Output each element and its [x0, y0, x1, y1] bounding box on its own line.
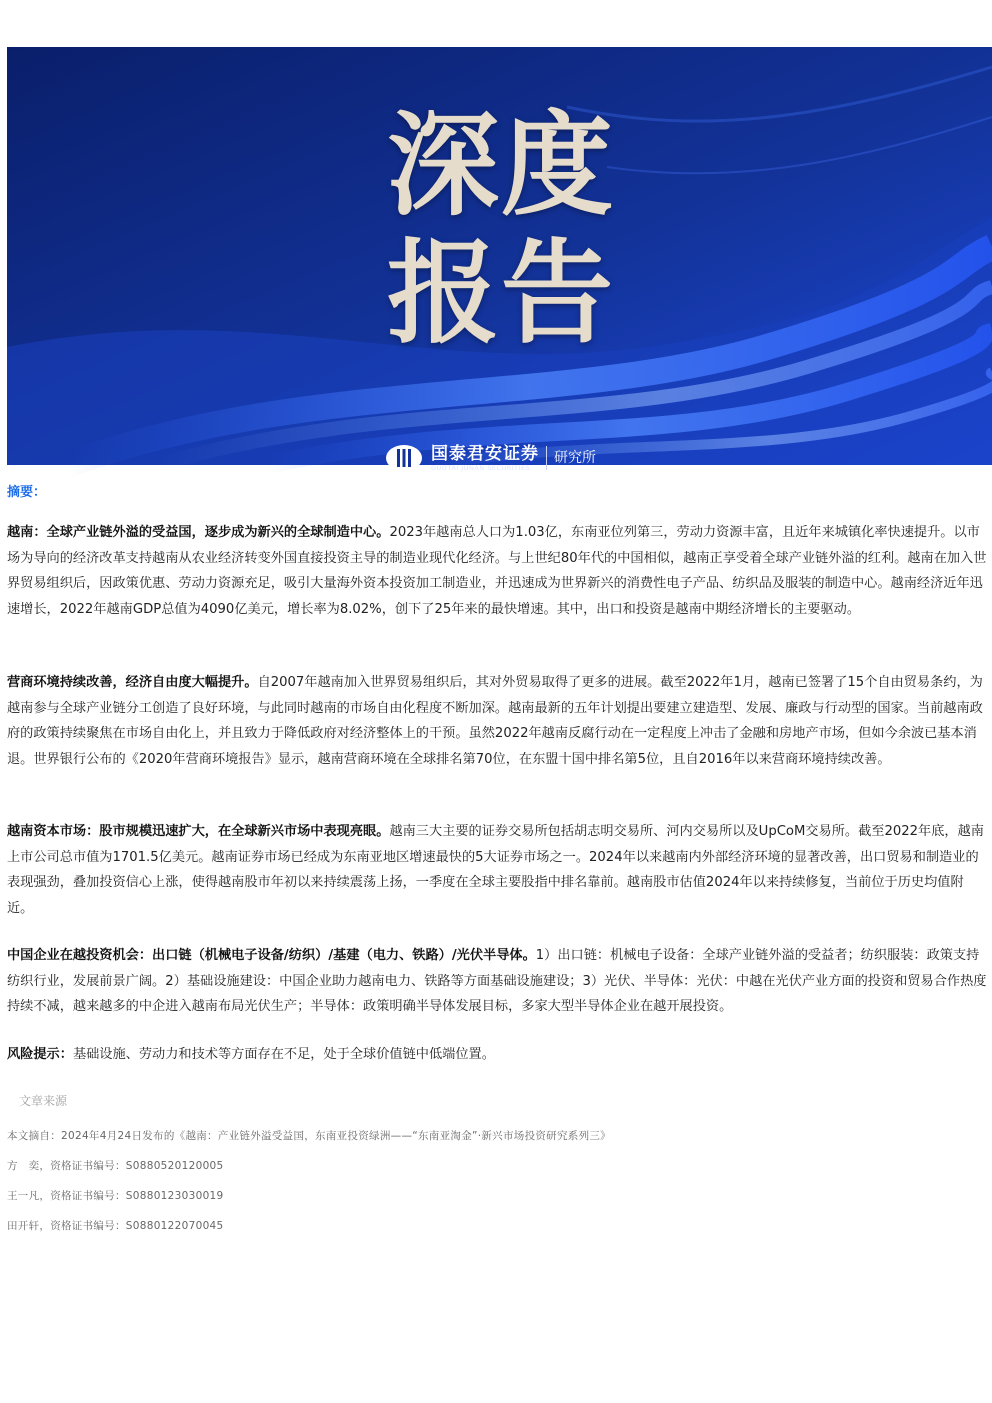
section-lead: 越南资本市场：股市规模迅速扩大，在全球新兴市场中表现亮眼。 [7, 824, 390, 839]
section-business-environment [7, 670, 987, 772]
source-heading: 文章来源 [19, 1094, 68, 1108]
source-citation: 本文摘自：2024年4月24日发布的《越南：产业链外溢受益国，东南亚投资绿洲——“东南亚淘金”·新兴市场投资研究系列三》 [7, 1130, 611, 1142]
banner-title [387, 102, 627, 358]
logo-emblem-icon [385, 444, 423, 472]
analyst-credential: 王一凡，资格证书编号：S0880123030019 [7, 1190, 224, 1202]
section-body: 自2007年越南加入世界贸易组织后，其对外贸易取得了更多的进展。截至2022年1月，越南已签署了15个自由贸易条约，为越南参与全球产业链分工创造了良好环境，与此同时越南的市场自由化程度不断加深。越南最新的五年计划提出要建立建造型、发展、廉政与行动型的国家。当前越南政府的政策持续聚焦在市场自由化上，并且致力于降低政府对经济整体上的干预。虽然2022年越南反腐行动在一定程度上冲击了金融和房地产市场，但如今余波已基本消退。世界银行公布的《2020年营商环境报告》显示，越南营商环境在全球排名第70位，在东盟十国中排名第5位，且自2016年以来营商环境持续改善。 [7, 675, 983, 767]
logo-chinese-name: 国泰君安证券 [431, 444, 539, 464]
section-lead: 中国企业在越投资机会：出口链（机械电子设备/纺织）/基建（电力、铁路）/光伏半导体。 [7, 948, 536, 963]
section-lead: 营商环境持续改善，经济自由度大幅提升。 [7, 675, 258, 690]
section-body: 2023年越南总人口为1.03亿，东南亚位列第三，劳动力资源丰富，且近年来城镇化率快速提升。以市场为导向的经济改革支持越南从农业经济转变外国直接投资主导的制造业现代化经济。与上世纪80年代的中国相似，越南正享受着全球产业链外溢的红利。越南在加入世界贸易组织后，因政策优惠、劳动力资源充足，吸引大量海外资本投资加工制造业，并迅速成为世界新兴的消费性电子产品、纺织品及服装的制造中心。越南经济近年迅速增长，2022年越南GDP总值为4090亿美元，增长率为8.02%，创下了25年来的最快增速。其中，出口和投资是越南中期经济增长的主要驱动。 [7, 525, 987, 617]
analyst-credential: 方 奕，资格证书编号：S0880520120005 [7, 1160, 224, 1172]
section-capital-market [7, 819, 987, 921]
banner-title-line1: 深度 [387, 100, 615, 231]
section-body: 基础设施、劳动力和技术等方面存在不足，处于全球价值链中低端位置。 [72, 1047, 495, 1062]
section-body: 1）出口链：机械电子设备：全球产业链外溢的受益者；纺织服装：政策支持纺织行业，发展前景广阔。2）基础设施建设：中国企业助力越南电力、铁路等方面基础设施建设；3）光伏、半导体：光伏：中越在光伏产业方面的投资和贸易合作热度持续不减，越来越多的中企进入越南布局光伏生产；半导体：政策明确半导体发展目标，多家大型半导体企业在越开展投资。 [7, 948, 987, 1015]
logo-divider [546, 446, 547, 470]
logo-english-name: GUOTAI JUNAN SECURITIES [431, 464, 531, 472]
cover-banner [7, 47, 992, 472]
section-investment-opportunities [7, 943, 987, 1020]
abstract-heading: 摘要： [7, 485, 47, 500]
section-vietnam-overview [7, 520, 987, 622]
analyst-credential: 田开轩，资格证书编号：S0880122070045 [7, 1220, 224, 1232]
section-lead: 越南：全球产业链外溢的受益国，逐步成为新兴的全球制造中心。 [7, 525, 390, 540]
section-risk-warning [7, 1042, 987, 1068]
section-body: 越南三大主要的证券交易所包括胡志明交易所、河内交易所以及UpCoM交易所。截至2022年底，越南上市公司总市值为1701.5亿美元。越南证券市场已经成为东南亚地区增速最快的5大证券市场之一。2024年以来越南内外部经济环境的显著改善，出口贸易和制造业的表现强劲，叠加投资信心上涨，使得越南股市年初以来持续震荡上扬，一季度在全球主要股指中排名靠前。越南股市估值2024年以来持续修复，当前位于历史均值附近。 [7, 824, 984, 916]
logo-department: 研究所 [554, 450, 596, 466]
section-lead: 风险提示： [7, 1047, 73, 1062]
banner-title-line2: 报告 [387, 228, 615, 359]
company-logo [385, 440, 596, 476]
